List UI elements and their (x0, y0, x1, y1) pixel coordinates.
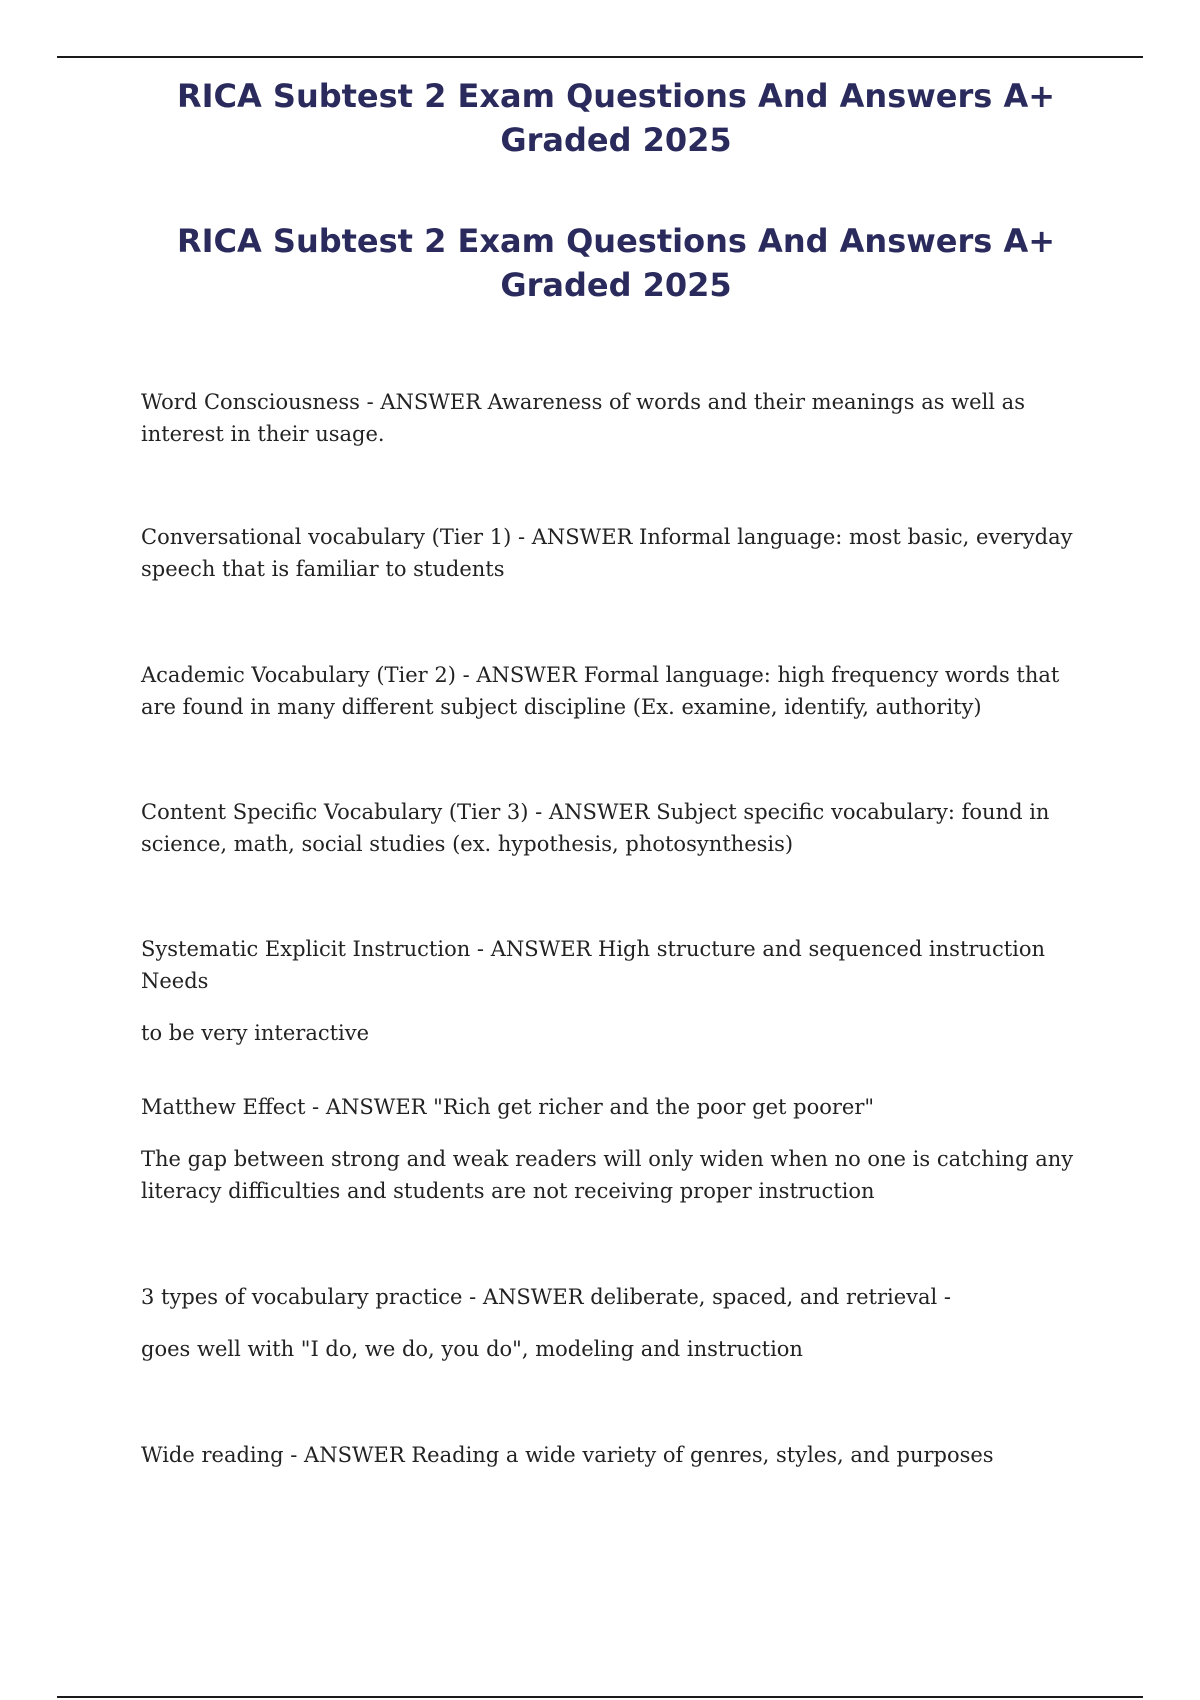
qa-entry-text: Content Specific Vocabulary (Tier 3) - ANSWER Subject specific vocabulary: found in science, math, social studies (ex. hypothesis, photosynthesis) (141, 800, 1050, 856)
qa-entry-wide-reading (141, 1439, 1081, 1471)
top-rule (57, 56, 1143, 58)
qa-entry-text: Matthew Effect - ANSWER "Rich get richer and the poor get poorer" (141, 1095, 875, 1119)
qa-entry-text: Wide reading - ANSWER Reading a wide variety of genres, styles, and purposes (141, 1443, 994, 1467)
document-subtitle: RICA Subtest 2 Exam Questions And Answers A+ Graded 2025 (176, 222, 1056, 304)
qa-entry-academic-vocabulary (141, 659, 1081, 723)
qa-entry-content-specific-vocabulary (141, 796, 1081, 860)
qa-entry-matthew-effect (141, 1091, 1081, 1207)
qa-entry-conversational-vocabulary (141, 521, 1081, 585)
qa-entry-vocabulary-practice-types (141, 1281, 1081, 1365)
qa-entry-continuation: The gap between strong and weak readers will only widen when no one is catching any literacy difficulties and students are not receiving proper instruction (141, 1147, 1074, 1203)
qa-entry-text: Academic Vocabulary (Tier 2) - ANSWER Formal language: high frequency words that are found in many different subject discipline (Ex. examine, identify, authority) (141, 663, 1060, 719)
document-title: RICA Subtest 2 Exam Questions And Answers A+ Graded 2025 (176, 77, 1056, 159)
qa-entry-word-consciousness (141, 386, 1081, 450)
bottom-rule (57, 1696, 1143, 1698)
qa-entry-text: 3 types of vocabulary practice - ANSWER deliberate, spaced, and retrieval - (141, 1285, 951, 1309)
qa-entry-text: Conversational vocabulary (Tier 1) - ANSWER Informal language: most basic, everyday speech that is familiar to students (141, 525, 1073, 581)
qa-entry-text: Word Consciousness - ANSWER Awareness of words and their meanings as well as interest in their usage. (141, 390, 1025, 446)
qa-entry-systematic-explicit-instruction (141, 933, 1081, 1049)
qa-entry-continuation: to be very interactive (141, 1021, 370, 1045)
qa-entry-continuation: goes well with "I do, we do, you do", modeling and instruction (141, 1337, 803, 1361)
qa-entry-text: Systematic Explicit Instruction - ANSWER High structure and sequenced instruction Needs (141, 937, 1046, 993)
